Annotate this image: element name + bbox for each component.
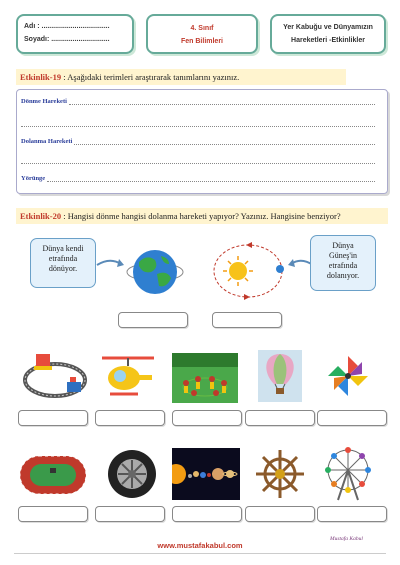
answer-box-helicopter[interactable] <box>95 410 165 426</box>
grade-subject-box <box>146 14 258 54</box>
answer-box-ship-wheel[interactable] <box>245 506 315 522</box>
name-field-label: Adı : ................................... <box>24 23 110 30</box>
answer-box-children[interactable] <box>172 410 242 426</box>
answer-box-balloon[interactable] <box>245 410 315 426</box>
speech-bubble-rotation: Dünya kendi etrafında dönüyor. <box>30 238 96 288</box>
answer-box-revolution[interactable] <box>212 312 282 328</box>
answer-line[interactable] <box>69 98 375 105</box>
topic-line-1: Yer Kabuğu ve Dünyamızın <box>283 24 373 31</box>
activity-20-title <box>16 208 388 224</box>
subject-label: Fen Bilimleri <box>180 38 223 45</box>
answer-box-ferris-wheel[interactable] <box>317 506 387 522</box>
activity-19-instruction: : Aşağıdaki terimleri araştırarak tanımlarını yazınız. <box>61 72 240 82</box>
answer-line[interactable] <box>21 126 375 127</box>
answer-line[interactable] <box>74 138 375 145</box>
answer-box-pinwheel[interactable] <box>317 410 387 426</box>
speech-bubble-revolution: Dünya Güneş'in etrafında dolanıyor. <box>310 235 376 291</box>
answer-box-track[interactable] <box>18 506 88 522</box>
activity-20-number: Etkinlik-20 <box>20 211 62 221</box>
footer-website-link[interactable]: www.mustafakabul.com <box>157 541 243 550</box>
grade-label: 4. Sınıf <box>190 25 214 32</box>
ferris-wheel-icon <box>320 446 376 502</box>
topic-box <box>270 14 386 54</box>
footer-divider <box>14 553 386 554</box>
solar-system-icon <box>172 448 240 500</box>
race-track-icon <box>18 448 88 500</box>
answer-box-rotation[interactable] <box>118 312 188 328</box>
activity-20-instruction: : Hangisi dönme hangisi dolanma hareketi yapıyor? Yazınız. Hangisine benziyor? <box>61 211 341 221</box>
student-info-box <box>16 14 134 54</box>
hot-air-balloon-icon <box>258 350 302 402</box>
topic-line-2: Hareketleri -Etkinlikler <box>291 37 365 44</box>
term-revolution: Dolanma Hareketi <box>21 138 73 145</box>
answer-box-solar-system[interactable] <box>172 506 242 522</box>
earth-rotating-icon <box>125 244 185 300</box>
definition-row-revolution[interactable] <box>21 138 375 145</box>
answer-box-train[interactable] <box>18 410 88 426</box>
definition-row-orbit[interactable] <box>21 175 375 182</box>
car-tire-icon <box>106 448 158 500</box>
arrow-right-icon <box>95 255 125 271</box>
pinwheel-icon <box>322 352 374 404</box>
toy-helicopter-icon <box>98 350 158 402</box>
children-circle-game-icon <box>172 353 238 403</box>
author-signature: Mustafa Kabul <box>330 536 363 542</box>
activity-19-number: Etkinlik-19 <box>20 72 62 82</box>
term-orbit: Yörünge <box>21 175 46 182</box>
definitions-box <box>16 89 388 194</box>
term-rotation: Dönme Hareketi <box>21 98 67 105</box>
answer-line[interactable] <box>47 175 375 182</box>
earth-orbit-diagram-icon <box>208 238 288 304</box>
activity-19-title <box>16 69 346 85</box>
definition-row-rotation[interactable] <box>21 98 375 105</box>
surname-field-label: Soyadı: .............................. <box>24 36 110 43</box>
toy-train-icon <box>22 350 88 402</box>
ship-wheel-icon <box>254 448 306 500</box>
answer-box-tire[interactable] <box>95 506 165 522</box>
answer-line[interactable] <box>21 163 375 164</box>
